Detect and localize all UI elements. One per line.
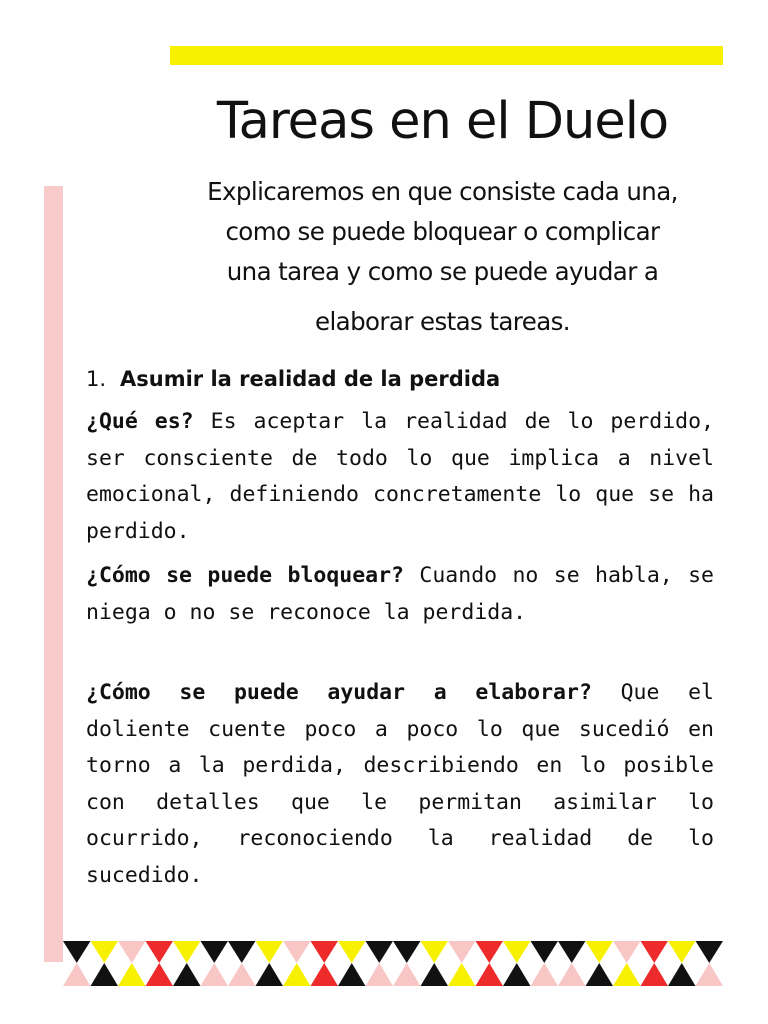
border-triangle-down: [531, 941, 559, 963]
border-triangle-down: [63, 941, 91, 963]
border-triangle-up: [91, 963, 119, 986]
border-triangle-up: [558, 963, 586, 986]
border-triangle-up: [228, 963, 256, 986]
border-triangle-up: [586, 963, 614, 986]
border-triangle-up: [118, 963, 146, 986]
intro-line-4: elaborar estas tareas.: [315, 307, 570, 336]
border-triangle-down: [393, 941, 421, 963]
border-triangle-up: [338, 963, 366, 986]
border-triangle-down: [173, 941, 201, 963]
border-triangle-up: [173, 963, 201, 986]
border-triangle-up: [421, 963, 449, 986]
border-triangle-up: [283, 963, 311, 986]
border-triangle-down: [641, 941, 669, 963]
border-triangle-down: [696, 941, 724, 963]
border-triangle-up: [476, 963, 504, 986]
side-accent-bar: [44, 186, 63, 962]
question-label: ¿Qué es?: [86, 409, 194, 434]
paragraph-como-bloquear: [86, 558, 714, 631]
border-triangle-up: [641, 963, 669, 986]
border-triangle-up: [311, 963, 339, 986]
triangle-border-pattern: [63, 941, 723, 986]
intro-line-1: Explicaremos en que consiste cada una,: [207, 177, 678, 206]
border-triangle-down: [338, 941, 366, 963]
section-title: Asumir la realidad de la perdida: [120, 367, 501, 391]
border-triangle-up: [668, 963, 696, 986]
border-triangle-up: [201, 963, 229, 986]
border-triangle-down: [421, 941, 449, 963]
border-triangle-up: [146, 963, 174, 986]
question-label: ¿Cómo se puede bloquear?: [86, 563, 405, 588]
border-triangle-down: [613, 941, 641, 963]
border-triangle-up: [393, 963, 421, 986]
section-number: 1.: [86, 367, 107, 391]
answer-text: Cuando no se habla, se niega o no se reconoce la perdida.: [86, 563, 714, 625]
border-triangle-down: [476, 941, 504, 963]
answer-text: Que el doliente cuente poco a poco lo que sucedió en torno a la perdida, describiendo en lo posible con detalles que le permitan asimilar lo ocurrido, reconociendo la realidad de lo sucedido.: [86, 680, 715, 888]
border-triangle-up: [531, 963, 559, 986]
border-triangle-down: [503, 941, 531, 963]
section-heading: [86, 362, 726, 396]
intro-line-3: una tarea y como se puede ayudar a: [226, 257, 659, 286]
top-accent-bar: [170, 46, 723, 65]
border-triangle-down: [668, 941, 696, 963]
border-triangle-down: [586, 941, 614, 963]
intro-line-2: como se puede bloquear o complicar: [225, 217, 660, 246]
question-label: ¿Cómo se puede ayudar a elaborar?: [86, 680, 592, 705]
paragraph-como-ayudar: [86, 675, 714, 894]
border-triangle-down: [366, 941, 394, 963]
border-triangle-up: [366, 963, 394, 986]
border-triangle-up: [448, 963, 476, 986]
border-triangle-down: [256, 941, 284, 963]
intro-text: [150, 172, 735, 342]
border-triangle-down: [558, 941, 586, 963]
border-triangle-up: [256, 963, 284, 986]
border-triangle-down: [91, 941, 119, 963]
border-triangle-down: [201, 941, 229, 963]
border-triangle-down: [311, 941, 339, 963]
paragraph-que-es: [86, 404, 714, 550]
border-triangle-down: [118, 941, 146, 963]
border-triangle-up: [696, 963, 724, 986]
border-triangle-down: [283, 941, 311, 963]
border-triangle-down: [146, 941, 174, 963]
border-triangle-down: [448, 941, 476, 963]
page-title: Tareas en el Duelo: [216, 92, 669, 151]
border-triangle-up: [63, 963, 91, 986]
border-triangle-up: [613, 963, 641, 986]
border-triangle-up: [503, 963, 531, 986]
border-triangle-down: [228, 941, 256, 963]
answer-text: Es aceptar la realidad de lo perdido, ser consciente de todo lo que implica a nivel emocional, definiendo concretamente lo que se ha perdido.: [86, 409, 714, 544]
